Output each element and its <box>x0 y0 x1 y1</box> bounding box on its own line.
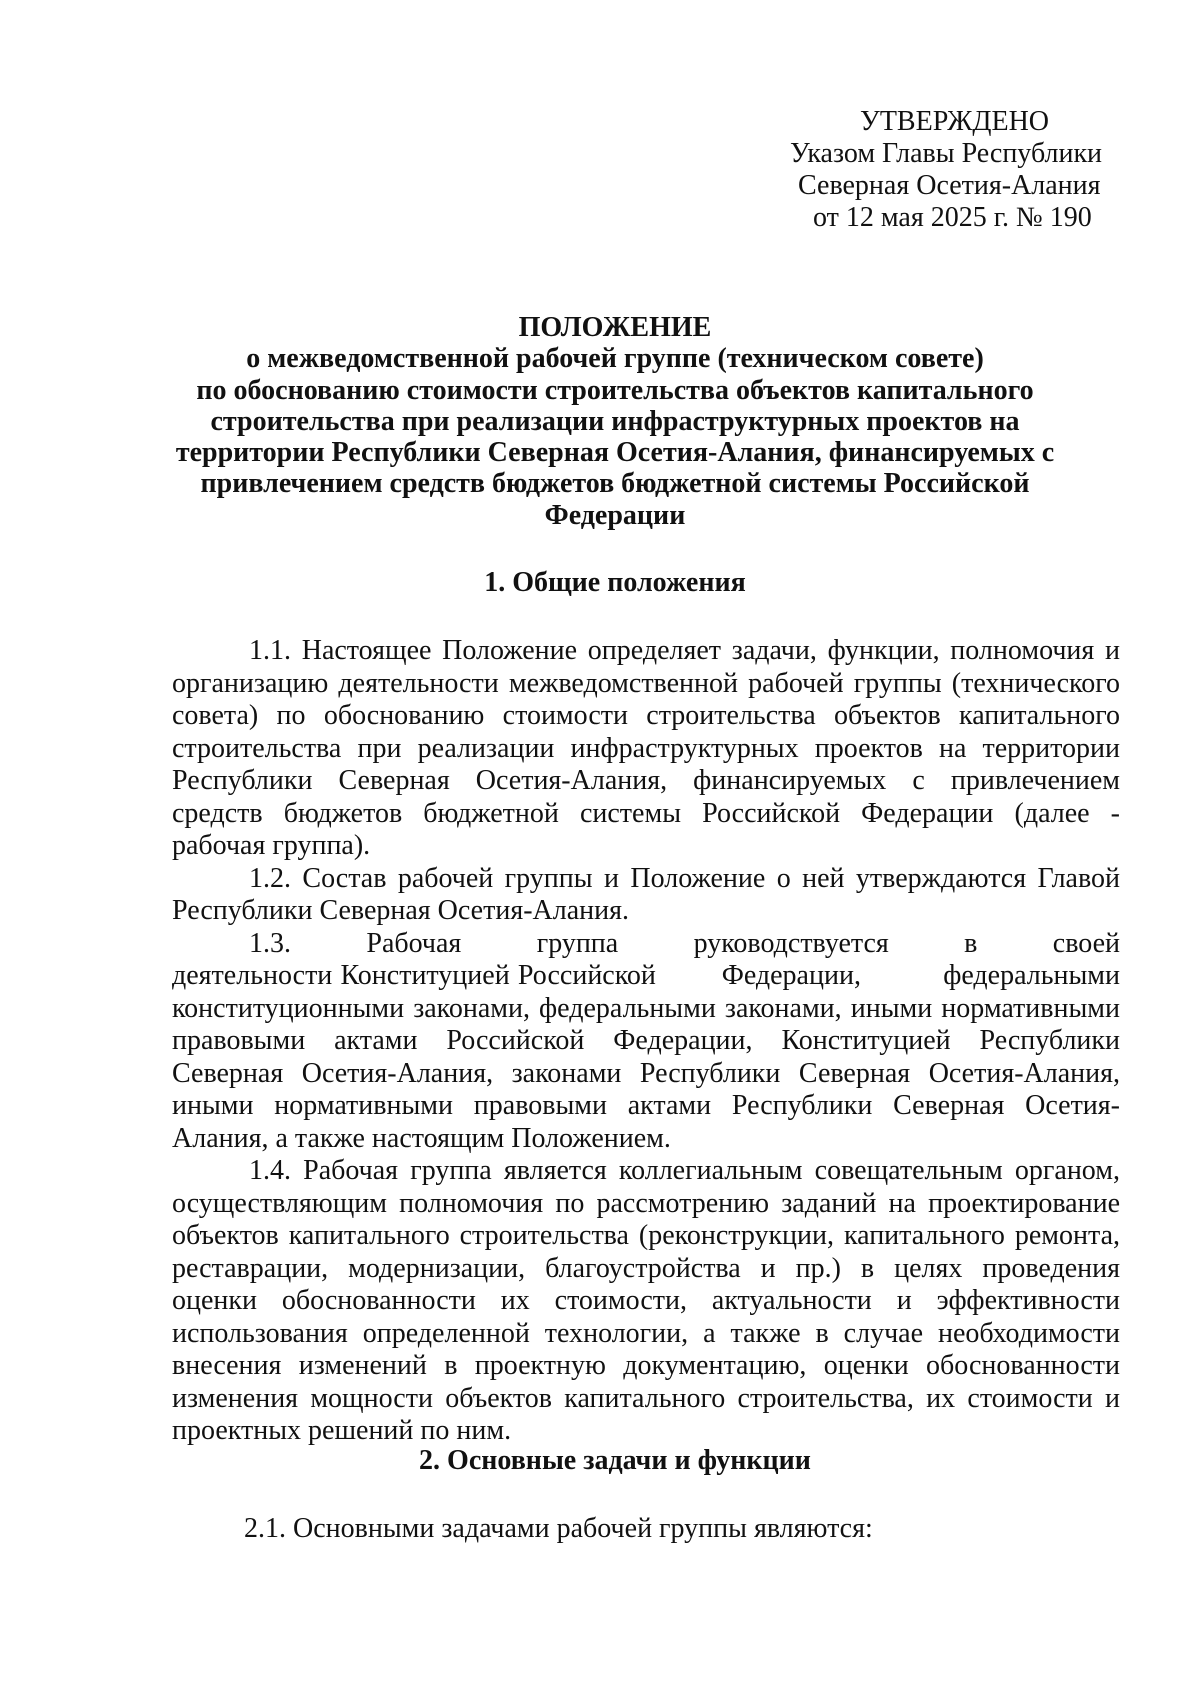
paragraph-line: совета) по обоснованию стоимости строительства объектов капитального <box>172 700 1120 731</box>
paragraph-line: деятельности Конституцией Российской Федерации, федеральными <box>172 960 1120 991</box>
paragraph-line <box>172 928 1120 961</box>
word: 1.3. <box>249 927 291 959</box>
title-line: Федерации <box>544 499 686 531</box>
paragraph-line: использования определенной технологии, а также в случае необходимости <box>172 1317 1120 1349</box>
section-heading: 1. Общие положения <box>484 567 746 598</box>
paragraph-line: иными нормативными правовыми актами Республики Северная Осетия- <box>172 1090 1120 1121</box>
paragraph-line: 1.2. Состав рабочей группы и Положение о ней утверждаются Главой <box>249 862 1120 894</box>
word: в <box>964 927 978 959</box>
approval-stamp <box>790 106 1120 234</box>
paragraph-line: реставрации, модернизации, благоустройства и пр.) в целях проведения <box>172 1252 1120 1284</box>
section-heading: 2. Основные задачи и функции <box>419 1445 811 1476</box>
paragraph-line: оценки обоснованности их стоимости, актуальности и эффективности <box>172 1285 1120 1316</box>
word: Рабочая <box>366 927 462 959</box>
paragraph-line: 1.1. Настоящее Положение определяет задачи, функции, полномочия и <box>249 635 1120 666</box>
paragraph-line: 1.4. Рабочая группа является коллегиальным совещательным органом, <box>249 1155 1120 1186</box>
paragraph-line: Алания, а также настоящим Положением. <box>172 1122 671 1154</box>
paragraph-line: Республики Северная Осетия-Алания, финансируемых с привлечением <box>172 765 1120 796</box>
paragraph-line: правовыми актами Российской Федерации, Конституцией Республики <box>172 1025 1120 1056</box>
paragraph-line: строительства при реализации инфраструктурных проектов на территории <box>172 732 1120 764</box>
approval-line: УТВЕРЖДЕНО <box>860 106 1050 137</box>
paragraph-line: объектов капитального строительства (реконструкции, капитального ремонта, <box>172 1220 1120 1251</box>
document-title <box>170 312 1060 531</box>
paragraph-line: Северная Осетия-Алания, законами Республики Северная Осетия-Алания, <box>172 1057 1120 1089</box>
title-line: строительства при реализации инфраструктурных проектов на <box>210 405 1020 437</box>
title-line: привлечением средств бюджетов бюджетной системы Российской <box>200 468 1030 500</box>
section-body <box>172 635 1120 1448</box>
section-body <box>172 1513 1120 1546</box>
paragraph-line: внесения изменений в проектную документацию, оценки обоснованности <box>172 1350 1120 1381</box>
approval-line: от 12 мая 2025 г. № 190 <box>813 202 1092 233</box>
title-line: по обоснованию стоимости строительства объектов капитального <box>196 374 1034 406</box>
approval-line: Указом Главы Республики <box>790 138 1103 169</box>
title-line: территории Республики Северная Осетия-Алания, финансируемых с <box>175 437 1055 469</box>
paragraph-line: конституционными законами, федеральными законами, иными нормативными <box>172 992 1120 1024</box>
approval-line: Северная Осетия-Алания <box>798 170 1101 201</box>
title-line: ПОЛОЖЕНИЕ <box>518 312 712 343</box>
paragraph-line: Республики Северная Осетия-Алания. <box>172 895 629 926</box>
paragraph-line: осуществляющим полномочия по рассмотрению заданий на проектирование <box>172 1187 1120 1219</box>
paragraph-line: организацию деятельности межведомственной рабочей группы (технического <box>172 667 1120 699</box>
paragraph-line: рабочая группа). <box>172 830 371 861</box>
paragraph-line: проектных решений по ним. <box>172 1415 512 1446</box>
paragraph-line: 2.1. Основными задачами рабочей группы являются: <box>244 1513 873 1544</box>
title-line: о межведомственной рабочей группе (техническом совете) <box>246 343 984 375</box>
paragraph-line: изменения мощности объектов капитального строительства, их стоимости и <box>172 1382 1120 1414</box>
word: группа <box>536 927 619 959</box>
paragraph-line: средств бюджетов бюджетной системы Российской Федерации (далее - <box>172 797 1120 829</box>
word: своей <box>1052 927 1120 959</box>
word: руководствуется <box>693 927 889 959</box>
